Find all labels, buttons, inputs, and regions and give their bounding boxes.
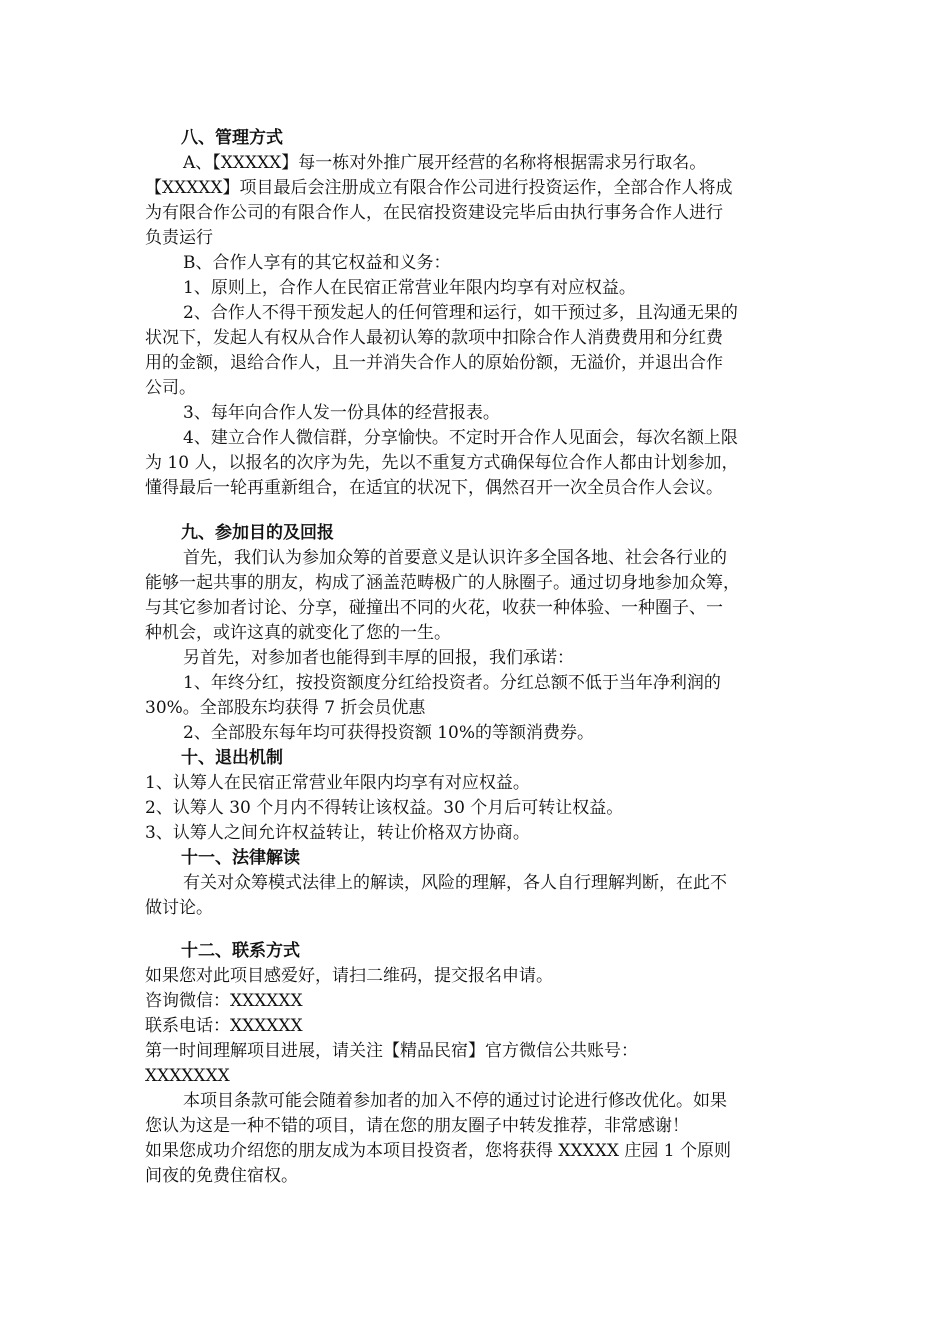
section-heading-purpose: 九、参加目的及回报	[181, 523, 334, 543]
paragraph-line: 为 10 人，以报名的次序为先，先以不重复方式确保每位合作人都由计划参加，	[145, 453, 739, 473]
section-heading-legal: 十一、法律解读	[181, 848, 300, 868]
section-heading-contact: 十二、联系方式	[181, 941, 300, 961]
paragraph-line: 做讨论。	[145, 898, 213, 918]
document-page	[145, 126, 807, 1189]
paragraph-line: 间夜的免费住宿权。	[145, 1166, 298, 1186]
paragraph-line: B、合作人享有的其它权益和义务：	[183, 253, 451, 273]
paragraph-line: 首先，我们认为参加众筹的首要意义是认识许多全国各地、社会各行业的	[183, 548, 727, 568]
section-gap	[145, 501, 807, 521]
paragraph-line: 能够一起共事的朋友，构成了涵盖范畴极广的人脉圈子。通过切身地参加众筹，	[145, 573, 740, 593]
contact-wechat: 咨询微信：XXXXXX	[145, 991, 303, 1011]
paragraph-line: 本项目条款可能会随着参加者的加入不停的通过讨论进行修改优化。如果	[183, 1091, 727, 1111]
paragraph-line: 3、每年向合作人发一份具体的经营报表。	[183, 403, 500, 423]
section-heading-management: 八、管理方式	[181, 128, 283, 148]
paragraph-line: 您认为这是一种不错的项目，请在您的朋友圈子中转发推荐，非常感谢！	[145, 1116, 689, 1136]
paragraph-line: 【XXXXX】项目最后会注册成立有限合作公司进行投资运作，全部合作人将成	[145, 178, 733, 198]
paragraph-line: 30%。全部股东均获得 7 折会员优惠	[145, 698, 426, 718]
paragraph-line: 如果您成功介绍您的朋友成为本项目投资者，您将获得 XXXXX 庄园 1 个原则	[145, 1141, 731, 1161]
paragraph-line: 2、认筹人 30 个月内不得转让该权益。30 个月后可转让权益。	[145, 798, 624, 818]
paragraph-line: 另首先，对参加者也能得到丰厚的回报，我们承诺：	[183, 648, 574, 668]
section-gap	[145, 921, 807, 939]
paragraph-line: 用的金额，退给合作人，且一并消失合作人的原始份额，无溢价，并退出合作	[145, 353, 723, 373]
paragraph-line: A、【XXXXX】每一栋对外推广展开经营的名称将根据需求另行取名。	[183, 153, 707, 173]
paragraph-line: 如果您对此项目感爱好，请扫二维码，提交报名申请。	[145, 966, 553, 986]
paragraph-line: 为有限合作公司的有限合作人，在民宿投资建设完毕后由执行事务合作人进行	[145, 203, 723, 223]
paragraph-line: 状况下，发起人有权从合作人最初认筹的款项中扣除合作人消费费用和分红费	[145, 328, 723, 348]
paragraph-line: 第一时间理解项目进展，请关注【精品民宿】官方微信公共账号：	[145, 1041, 638, 1061]
paragraph-line: 有关对众筹模式法律上的解读，风险的理解，各人自行理解判断，在此不	[183, 873, 727, 893]
contact-phone: 联系电话：XXXXXX	[145, 1016, 303, 1036]
paragraph-line: 1、原则上，合作人在民宿正常营业年限内均享有对应权益。	[183, 278, 636, 298]
paragraph-line: 1、年终分红，按投资额度分红给投资者。分红总额不低于当年净利润的	[183, 673, 721, 693]
paragraph-line: 4、建立合作人微信群，分享愉快。不定时开合作人见面会，每次名额上限	[183, 428, 738, 448]
paragraph-line: 负责运行	[145, 228, 213, 248]
section-heading-exit: 十、退出机制	[181, 748, 283, 768]
official-account-id: XXXXXXX	[145, 1066, 230, 1086]
paragraph-line: 3、认筹人之间允许权益转让，转让价格双方协商。	[145, 823, 530, 843]
paragraph-line: 种机会，或许这真的就变化了您的一生。	[145, 623, 451, 643]
paragraph-line: 与其它参加者讨论、分享，碰撞出不同的火花，收获一种体验、一种圈子、一	[145, 598, 723, 618]
paragraph-line: 懂得最后一轮再重新组合，在适宜的状况下，偶然召开一次全员合作人会议。	[145, 478, 723, 498]
paragraph-line: 2、合作人不得干预发起人的任何管理和运行，如干预过多，且沟通无果的	[183, 303, 738, 323]
paragraph-line: 1、认筹人在民宿正常营业年限内均享有对应权益。	[145, 773, 530, 793]
paragraph-line: 公司。	[145, 378, 196, 398]
paragraph-line: 2、全部股东每年均可获得投资额 10%的等额消费券。	[183, 723, 595, 743]
